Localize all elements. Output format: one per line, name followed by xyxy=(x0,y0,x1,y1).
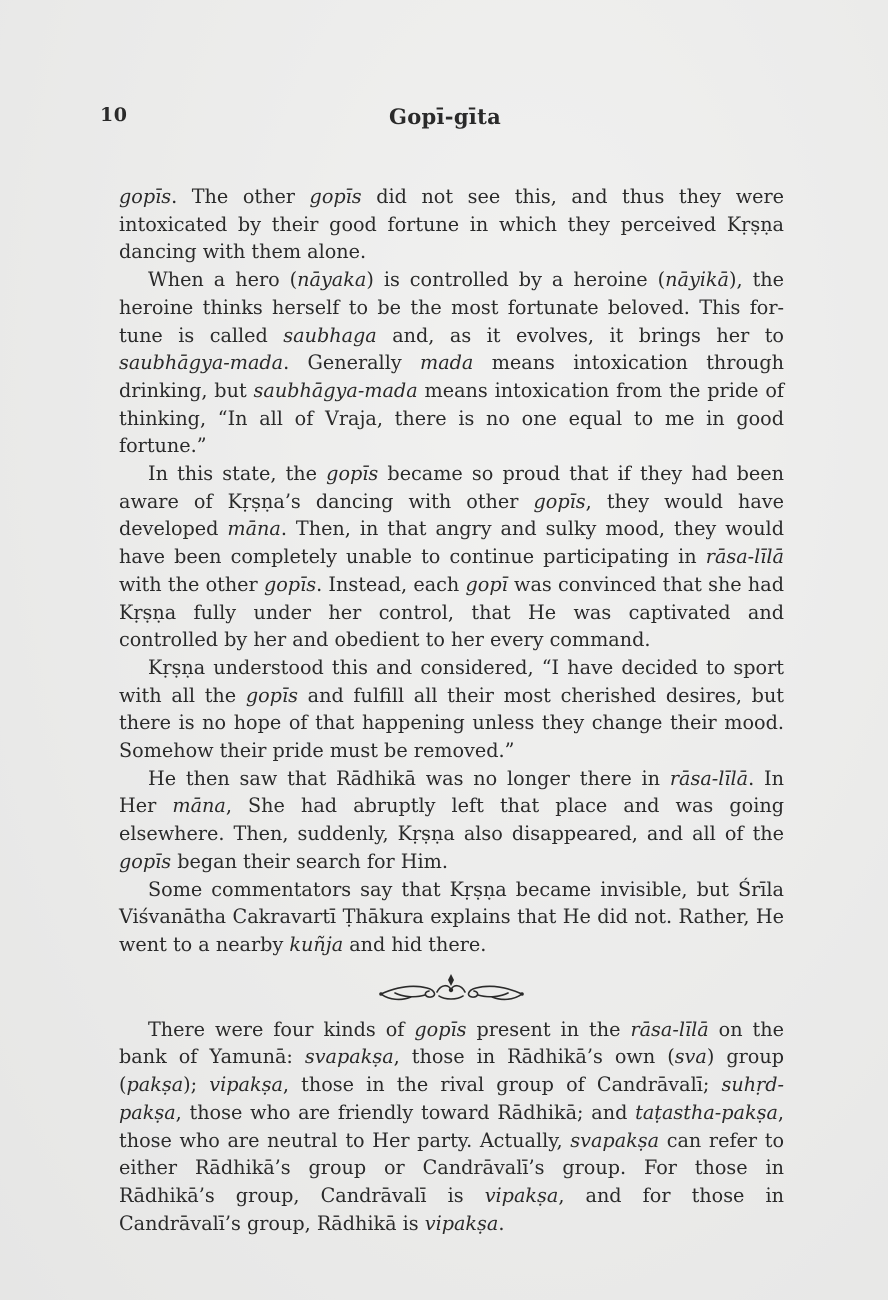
text-run: means intoxication from the pride of thinking, “In all of Vraja, there is no one equal to me in good fortune.” xyxy=(119,378,784,458)
paragraph xyxy=(119,1016,784,1238)
text-run: . Instead, each xyxy=(316,572,466,596)
italic-term: gopīs xyxy=(119,185,172,208)
text-run: and, as it evolves, it brings her to xyxy=(376,323,784,347)
italic-term: rāsa-līlā xyxy=(630,1017,709,1041)
italic-term: vipakṣa xyxy=(484,1183,559,1207)
text-run: , those who are friendly toward Rādhikā; and xyxy=(175,1100,636,1124)
text-run: . The other xyxy=(171,185,310,208)
italic-term: sva xyxy=(674,1045,707,1069)
italic-term: svapakṣa xyxy=(304,1045,394,1069)
italic-term: taṭastha-pakṣa xyxy=(635,1100,778,1124)
text-run: , they would have developed xyxy=(119,489,785,541)
italic-term: nāyikā xyxy=(665,268,729,292)
page-number: 10 xyxy=(100,104,128,126)
paragraph xyxy=(119,266,784,460)
italic-term: gopī xyxy=(465,572,508,596)
paragraph xyxy=(119,765,784,876)
italic-term: mada xyxy=(420,351,474,375)
text-run: means intoxication through drinking, but xyxy=(119,351,785,402)
running-title: Gopī-gīta xyxy=(389,104,501,129)
text-run: was convinced that she had Kṛṣṇa fully under her control, that He was captivated and controlled by her and obedient to her every command. xyxy=(119,572,784,652)
text-run: He then saw that Rādhikā was no longer there in xyxy=(148,766,670,790)
italic-term: saubhāgya-mada xyxy=(253,378,418,402)
text-run: , and for those in Candrāvalī’s group, Rādhikā is xyxy=(119,1183,784,1235)
text-run: , those in Rādhikā’s own ( xyxy=(393,1045,675,1069)
text-run: Some commentators say that Kṛṣṇa became invisible, but Śrīla Viśvanātha Cakravartī Ṭhākura explains that He did not. Rather, He went to a nearby xyxy=(119,877,784,956)
text-run: became so proud that if they had been aware of Kṛṣṇa’s dancing with other xyxy=(119,462,784,513)
italic-term: gopīs xyxy=(326,462,379,486)
italic-term: gopīs xyxy=(245,683,298,707)
text-run: Kṛṣṇa understood this and considered, “I have decided to sport with all the xyxy=(119,655,784,707)
italic-term: rāsa-līlā xyxy=(669,766,749,790)
text-run: , those in the rival group of Candrāvalī; xyxy=(282,1073,722,1097)
italic-term: gopīs xyxy=(263,572,317,596)
italic-term: nāyaka xyxy=(297,268,367,292)
text-run: , those who are neutral to Her party. Actually, xyxy=(119,1100,784,1152)
page-header xyxy=(100,104,790,134)
text-run: , She had abruptly left that place and was going elsewhere. Then, suddenly, Kṛṣṇa also disappeared, and all of the xyxy=(119,794,784,846)
text-run: . Generally xyxy=(283,351,421,375)
italic-term: rāsa-līlā xyxy=(705,545,784,569)
text-run: did not see this, and thus they were intoxicated by their good fortune in which they perceived Kṛṣṇa dancing with them alone. xyxy=(119,185,784,264)
text-run: . Then, in that angry and sulky mood, they would have been completely unable to continue participating in xyxy=(119,517,784,569)
text-run: began their search for Him. xyxy=(171,849,448,873)
paragraph xyxy=(119,876,784,959)
text-run: ); xyxy=(183,1073,210,1097)
text-run: There were four kinds of xyxy=(148,1017,415,1041)
italic-term: suhṛd-pakṣa xyxy=(119,1073,784,1124)
section-divider-ornament-icon xyxy=(119,966,784,1010)
text-run: In this state, the xyxy=(148,462,327,486)
italic-term: gopīs xyxy=(414,1017,467,1041)
italic-term: svapakṣa xyxy=(570,1128,660,1152)
body-text xyxy=(119,183,784,1237)
italic-term: gopīs xyxy=(119,849,172,873)
italic-term: saubhāgya-mada xyxy=(119,351,284,375)
italic-term: gopīs xyxy=(533,489,586,513)
text-run: . xyxy=(498,1211,505,1235)
text-run: When a hero ( xyxy=(148,268,298,292)
text-run: and hid there. xyxy=(343,932,487,956)
italic-term: vipakṣa xyxy=(424,1211,499,1235)
text-run: ) is controlled by a heroine ( xyxy=(366,268,666,292)
italic-term: māna xyxy=(172,794,226,818)
italic-term: vipakṣa xyxy=(209,1073,283,1097)
text-run: can refer to either Rādhikā’s group or Candrāvalī’s group. For those in Rādhikā’s group, Candrāvalī is xyxy=(119,1128,785,1207)
text-run: ), the heroine thinks herself to be the most fortunate beloved. This fortune is called xyxy=(119,268,785,347)
italic-term: gopīs xyxy=(309,185,362,208)
text-run: . In Her xyxy=(119,766,784,818)
text-run: with the other xyxy=(119,572,264,596)
text-run: and fulfill all their most cherished desires, but there is no hope of that happening unless they change their mood. Somehow their pride must be removed.” xyxy=(119,683,785,763)
text-run: ) group ( xyxy=(119,1045,785,1097)
italic-term: saubhaga xyxy=(283,323,377,347)
italic-term: pakṣa xyxy=(126,1073,184,1097)
paragraph xyxy=(119,183,784,266)
paragraph xyxy=(119,460,784,654)
italic-term: kuñja xyxy=(289,932,344,956)
text-run: on the bank of Yamunā: xyxy=(119,1017,784,1069)
text-run: present in the xyxy=(466,1017,631,1041)
paragraph xyxy=(119,654,784,765)
italic-term: māna xyxy=(227,517,281,541)
